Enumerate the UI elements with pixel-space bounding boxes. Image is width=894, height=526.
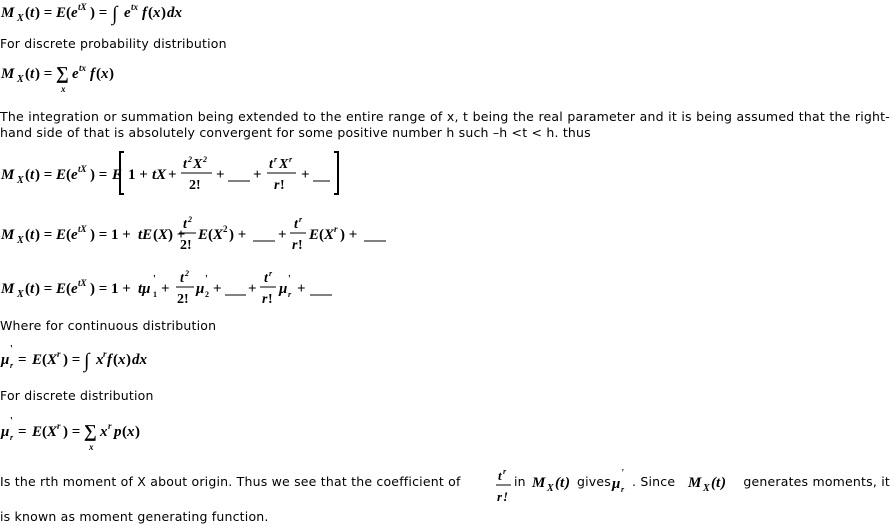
svg-text:M: M	[1, 227, 15, 243]
svg-text:r: r	[334, 224, 338, 234]
svg-text:M: M	[1, 167, 15, 183]
equation-moment-continuous	[0, 340, 200, 376]
svg-text:t: t	[30, 167, 35, 183]
svg-text:X: X	[703, 483, 710, 494]
svg-text:(: (	[555, 475, 560, 491]
svg-text:X: X	[17, 235, 24, 246]
svg-text:t: t	[264, 271, 268, 286]
svg-text:) +: ) +	[168, 227, 186, 243]
svg-text:μ: μ	[279, 281, 288, 297]
svg-text:M: M	[1, 281, 15, 297]
svg-text:): )	[109, 66, 114, 82]
svg-text:) =: ) =	[35, 66, 53, 82]
svg-text:r: r	[497, 489, 503, 504]
svg-text:X: X	[17, 74, 24, 85]
svg-text:x: x	[118, 352, 126, 368]
svg-text:t: t	[498, 468, 502, 483]
svg-text:X: X	[158, 227, 169, 243]
svg-text:): )	[126, 352, 131, 368]
svg-text:r: r	[10, 433, 14, 442]
svg-text:M: M	[532, 475, 546, 491]
svg-text:tx: tx	[131, 2, 139, 12]
svg-text:(: (	[66, 5, 71, 21]
svg-text:tμ: tμ	[138, 281, 151, 297]
svg-text:E: E	[32, 424, 43, 440]
svg-text:t: t	[269, 157, 273, 172]
svg-text:!: !	[280, 178, 285, 193]
svg-text:) =: ) =	[35, 227, 53, 243]
svg-text:x: x	[96, 352, 104, 368]
svg-text:) =: ) =	[63, 352, 81, 368]
svg-text:∑: ∑	[56, 63, 69, 83]
svg-text:(: (	[148, 5, 153, 21]
svg-text:E: E	[56, 281, 67, 297]
svg-text:x: x	[100, 424, 108, 440]
svg-text:dx: dx	[167, 5, 182, 21]
svg-text:X: X	[17, 289, 24, 300]
svg-text:X: X	[17, 13, 24, 24]
svg-text:(: (	[66, 281, 71, 297]
inline-mgf-symbol-2	[687, 471, 735, 497]
svg-text:(: (	[25, 167, 30, 183]
svg-text:(: (	[711, 475, 716, 491]
svg-text:X: X	[279, 157, 289, 172]
svg-text:tX: tX	[152, 167, 167, 183]
text-final-part5: generates moments, it	[743, 474, 890, 489]
svg-text:): )	[565, 475, 570, 491]
svg-text:r: r	[274, 155, 278, 164]
svg-text:) = 1 +: ) = 1 +	[90, 227, 131, 243]
svg-text:r: r	[103, 349, 107, 359]
svg-text:μ: μ	[1, 424, 10, 440]
svg-text:p: p	[114, 424, 122, 440]
svg-text:r: r	[269, 269, 273, 278]
inline-mgf-symbol	[531, 471, 579, 497]
svg-text:tE: tE	[138, 227, 153, 243]
svg-text:∑: ∑	[84, 421, 97, 441]
svg-text:tX: tX	[78, 2, 87, 12]
svg-text:': '	[205, 274, 208, 285]
svg-text:(: (	[96, 66, 101, 82]
svg-text:!: !	[503, 489, 509, 504]
svg-text:): )	[135, 424, 140, 440]
svg-text:μ: μ	[1, 352, 10, 368]
svg-text:r: r	[262, 292, 268, 307]
svg-text:r: r	[299, 215, 303, 224]
svg-text:E: E	[309, 227, 320, 243]
svg-text:X: X	[547, 483, 554, 494]
svg-text:+: +	[253, 167, 262, 183]
svg-text:(: (	[66, 167, 71, 183]
svg-text:2!: 2!	[177, 292, 189, 307]
svg-text:t: t	[294, 217, 298, 232]
svg-text:2!: 2!	[189, 178, 201, 193]
svg-text:t: t	[30, 227, 35, 243]
svg-text:2: 2	[185, 269, 189, 278]
svg-text:+: +	[278, 227, 287, 243]
svg-text:t: t	[183, 217, 187, 232]
text-final-part2: in	[514, 474, 526, 489]
svg-text:2!: 2!	[180, 238, 192, 253]
svg-text:r: r	[57, 349, 61, 359]
equation-mgf-discrete	[0, 58, 200, 98]
svg-text:) =: ) =	[35, 167, 53, 183]
svg-text:(: (	[25, 281, 30, 297]
svg-text:e: e	[124, 5, 131, 21]
svg-text:(: (	[25, 227, 30, 243]
svg-text:M: M	[1, 5, 15, 21]
svg-text:1 +: 1 +	[128, 167, 148, 183]
svg-text:): )	[721, 475, 726, 491]
svg-text:': '	[10, 344, 13, 355]
equation-moment-discrete	[0, 410, 200, 454]
text-final-line2: is known as moment generating function.	[0, 509, 269, 524]
svg-text:∫: ∫	[112, 3, 118, 25]
svg-text:e: e	[72, 66, 79, 82]
svg-text:': '	[153, 274, 156, 285]
svg-text:r: r	[10, 361, 14, 370]
svg-text:E: E	[198, 227, 209, 243]
svg-text:x: x	[61, 84, 66, 94]
svg-text:μ: μ	[612, 476, 621, 492]
text-where-continuous: Where for continuous distribution	[0, 318, 217, 333]
svg-text:(: (	[153, 227, 158, 243]
svg-text:': '	[288, 274, 291, 285]
svg-text:t: t	[183, 157, 187, 172]
svg-text:X: X	[213, 227, 224, 243]
svg-text:2: 2	[203, 155, 207, 164]
svg-text:(: (	[42, 424, 47, 440]
svg-text:(: (	[122, 424, 127, 440]
svg-text:e: e	[71, 5, 78, 21]
svg-text:2: 2	[223, 224, 228, 234]
svg-text:X: X	[324, 227, 335, 243]
svg-text:+: +	[168, 167, 177, 183]
svg-text:f: f	[107, 352, 112, 368]
svg-text:t: t	[180, 271, 184, 286]
svg-text:x: x	[127, 424, 135, 440]
svg-text:2: 2	[188, 155, 192, 164]
svg-text:t: t	[30, 66, 35, 82]
svg-text:(: (	[66, 227, 71, 243]
svg-text:r: r	[108, 421, 112, 431]
inline-fraction-tr-over-rfact	[494, 466, 514, 508]
svg-text:X: X	[47, 352, 58, 368]
svg-text:!: !	[268, 292, 273, 307]
svg-text:t: t	[30, 281, 35, 297]
text-discrete-distribution: For discrete distribution	[0, 388, 154, 403]
svg-text:) =: ) =	[90, 167, 108, 183]
text-final-part3: gives	[577, 474, 612, 489]
svg-text:X: X	[17, 175, 24, 186]
svg-text:+: +	[216, 167, 225, 183]
svg-text:t: t	[716, 475, 721, 491]
svg-text:x: x	[153, 5, 161, 21]
svg-text:r: r	[57, 421, 61, 431]
svg-text:) +: ) +	[340, 227, 358, 243]
svg-text:r: r	[288, 290, 292, 299]
svg-text:M: M	[1, 66, 15, 82]
svg-text:f: f	[142, 5, 147, 21]
svg-text:r: r	[292, 238, 298, 253]
svg-text:r: r	[621, 485, 625, 494]
svg-text:M: M	[688, 475, 702, 491]
svg-text:E: E	[112, 167, 123, 183]
svg-text:tX: tX	[78, 224, 87, 234]
svg-text:t: t	[30, 5, 35, 21]
svg-text:E: E	[56, 167, 67, 183]
svg-text:) =: ) =	[35, 5, 53, 21]
svg-text:1: 1	[153, 290, 157, 299]
svg-text:r: r	[289, 155, 293, 164]
svg-text:) =: ) =	[63, 424, 81, 440]
text-final-part4: . Since	[632, 474, 676, 489]
svg-text:(: (	[319, 227, 324, 243]
equation-mgf-continuous	[0, 0, 260, 26]
svg-text:+: +	[301, 167, 310, 183]
svg-text:(: (	[25, 66, 30, 82]
svg-text:X: X	[193, 157, 203, 172]
svg-text:tX: tX	[78, 278, 87, 288]
svg-text:+: +	[213, 281, 222, 297]
svg-text:E: E	[56, 5, 67, 21]
svg-text:(: (	[208, 227, 213, 243]
svg-text:μ: μ	[196, 281, 205, 297]
svg-text:tX: tX	[78, 164, 87, 174]
equation-mgf-series-1	[0, 148, 360, 198]
svg-text:tx: tx	[79, 63, 87, 73]
svg-text:': '	[621, 468, 624, 479]
svg-text:2: 2	[205, 290, 209, 299]
svg-text:+: +	[297, 281, 306, 297]
svg-text:(: (	[113, 352, 118, 368]
svg-text:E: E	[56, 227, 67, 243]
svg-text:): )	[161, 5, 166, 21]
svg-text:dx: dx	[132, 352, 147, 368]
svg-text:=: =	[18, 352, 27, 368]
svg-text:(: (	[25, 5, 30, 21]
equation-mgf-series-3	[0, 264, 360, 310]
equation-mgf-series-2	[0, 210, 400, 256]
svg-text:e: e	[71, 281, 78, 297]
text-final-part1: Is the rth moment of X about origin. Thus we see that the coefficient of	[0, 474, 461, 489]
svg-text:r: r	[503, 467, 507, 476]
svg-text:) =: ) =	[90, 5, 108, 21]
svg-text:t: t	[560, 475, 565, 491]
svg-text:X: X	[47, 424, 58, 440]
svg-text:+: +	[248, 281, 257, 297]
svg-text:e: e	[71, 227, 78, 243]
svg-text:x: x	[101, 66, 109, 82]
text-discrete-probability: For discrete probability distribution	[0, 36, 227, 51]
svg-text:+: +	[161, 281, 170, 297]
svg-text:) =: ) =	[35, 281, 53, 297]
svg-text:2: 2	[188, 215, 192, 224]
svg-text:!: !	[298, 238, 303, 253]
svg-text:r: r	[274, 178, 280, 193]
svg-text:) +: ) +	[229, 227, 247, 243]
svg-text:f: f	[90, 66, 95, 82]
svg-text:) = 1 +: ) = 1 +	[90, 281, 131, 297]
svg-text:(: (	[42, 352, 47, 368]
svg-text:E: E	[32, 352, 43, 368]
svg-text:e: e	[71, 167, 78, 183]
svg-text:=: =	[18, 424, 27, 440]
svg-text:': '	[10, 416, 13, 427]
text-integration-paragraph: The integration or summation being extended to the entire range of x, t being the real parameter and it is being assumed that the right-hand side of that is absolutely convergent for some positive number h such –h <t < h. thus	[0, 109, 890, 140]
svg-text:∫: ∫	[84, 350, 90, 372]
svg-text:x: x	[89, 442, 94, 452]
